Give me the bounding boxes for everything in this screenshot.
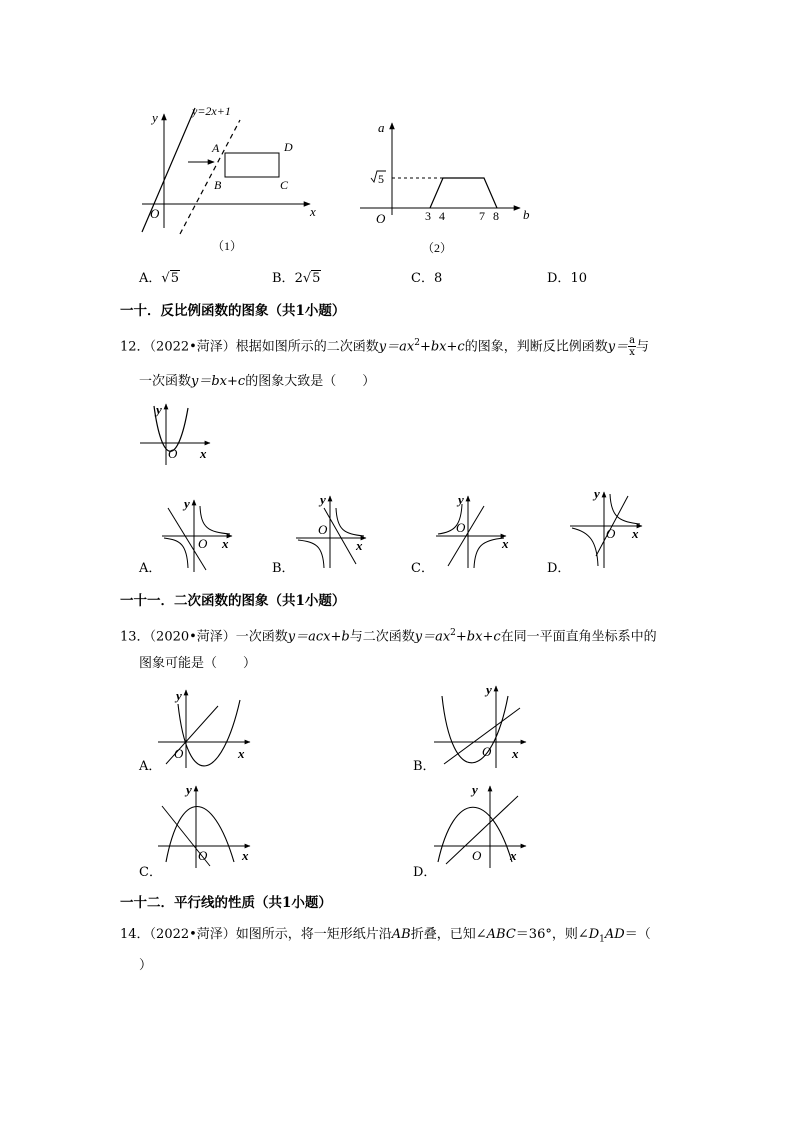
svg-text:y: y: [472, 782, 478, 797]
svg-text:O: O: [168, 446, 178, 461]
svg-text:O: O: [472, 848, 482, 863]
svg-text:x: x: [222, 536, 229, 551]
svg-text:O: O: [198, 536, 208, 551]
svg-text:O: O: [318, 522, 328, 537]
q13-stem-line1: 13．（2020•菏泽）一次函数y＝acx+b与二次函数$y=ax^2+bx+c$在同一平面直角坐标系中的: [120, 628, 657, 645]
q13-option-a-label[interactable]: A．: [139, 759, 162, 774]
line-label: y=2x+1: [192, 104, 231, 118]
q13-option-a-graph[interactable]: [156, 684, 256, 768]
svg-text:O: O: [174, 746, 184, 761]
svg-text:O: O: [482, 744, 492, 759]
svg-text:x: x: [238, 746, 245, 761]
q13-option-c-label[interactable]: C．: [139, 865, 162, 880]
svg-text:y: y: [156, 402, 162, 417]
q12-option-d-label[interactable]: D．: [547, 561, 571, 576]
q12-option-a-graph[interactable]: [160, 494, 240, 574]
q12-option-c-label[interactable]: C．: [411, 561, 434, 576]
svg-text:O: O: [456, 520, 466, 535]
trapezoid-graph: [430, 178, 497, 208]
q13-option-b-graph[interactable]: [432, 680, 532, 768]
svg-text:O: O: [198, 848, 208, 863]
y-label: y: [152, 110, 158, 125]
svg-text:x: x: [242, 848, 249, 863]
tick-3: 3: [425, 209, 431, 223]
q12-option-b-graph[interactable]: [294, 490, 374, 570]
svg-text:y: y: [184, 496, 190, 511]
q11-figure-2: [350, 115, 540, 260]
section-title-11: 一十一．二次函数的图象（共1小题）: [120, 593, 346, 609]
q13-stem-line2: 图象可能是（ ）: [139, 656, 257, 671]
svg-text:x: x: [200, 446, 207, 461]
svg-text:y: y: [594, 486, 600, 501]
svg-text:y: y: [176, 688, 182, 703]
svg-text:x: x: [632, 526, 639, 541]
point-d: D: [284, 140, 293, 154]
q13-option-a-graph-c[interactable]: [156, 780, 256, 868]
point-a: A: [212, 141, 220, 155]
svg-text:x: x: [502, 536, 509, 551]
q12-stem-line1: 12．（2022•菏泽）根据如图所示的二次函数$y=ax^2+bx+c$的图象，判断反比例函数y＝ $\frac{a}{x}$ 与: [120, 335, 650, 359]
fig1-caption: （1）: [212, 239, 243, 253]
section-title-10: 一十．反比例函数的图象（共1小题）: [120, 303, 346, 319]
q13-option-d-label[interactable]: D．: [413, 865, 437, 880]
q12-stem-line2: 一次函数y＝bx+c的图象大致是（ ）: [139, 374, 376, 389]
q11-option-a[interactable]: A．√5: [139, 271, 179, 286]
sqrt5-label: [371, 171, 386, 186]
q13-option-d-graph[interactable]: [432, 780, 532, 868]
origin-label: O: [150, 206, 160, 221]
svg-text:x: x: [512, 746, 519, 761]
section-title-12: 一十二．平行线的性质（共1小题）: [120, 895, 332, 911]
point-b: B: [214, 178, 222, 192]
svg-text:y: y: [320, 492, 326, 507]
q14-stem-line2: ）: [139, 958, 153, 973]
rectangle-abcd: [225, 153, 279, 177]
q11-option-b[interactable]: B．2√5: [272, 271, 321, 286]
point-c: C: [280, 178, 289, 192]
q12-option-d-graph[interactable]: [568, 486, 648, 570]
a-label: a: [378, 120, 385, 135]
svg-text:y: y: [186, 782, 192, 797]
q11-figure-1: [130, 100, 330, 260]
svg-text:y: y: [486, 682, 492, 697]
tick-4: 4: [439, 209, 445, 223]
svg-text:5: 5: [378, 172, 384, 186]
q12-option-a-label[interactable]: A．: [139, 561, 162, 576]
q12-option-c-graph[interactable]: [434, 490, 514, 570]
q14-stem-line1: 14．（2022•菏泽）如图所示，将一矩形纸片沿AB折叠，已知∠ABC＝36°，则$\angle D_1AD=$（: [120, 927, 651, 945]
q11-option-d[interactable]: D．10: [547, 271, 587, 286]
svg-text:x: x: [356, 538, 363, 553]
q13-option-b-label[interactable]: B．: [413, 759, 436, 774]
svg-text:x: x: [510, 848, 517, 863]
origin-label: O: [376, 211, 386, 226]
b-label: b: [523, 207, 530, 222]
q12-given-graph: [138, 400, 218, 470]
svg-text:y: y: [458, 492, 464, 507]
tick-8: 8: [493, 209, 499, 223]
q12-option-b-label[interactable]: B．: [272, 561, 295, 576]
tick-7: 7: [479, 209, 485, 223]
x-label: x: [310, 204, 316, 219]
q11-option-c[interactable]: C．8: [411, 271, 443, 286]
fig2-caption: （2）: [422, 241, 453, 255]
svg-text:O: O: [606, 526, 616, 541]
